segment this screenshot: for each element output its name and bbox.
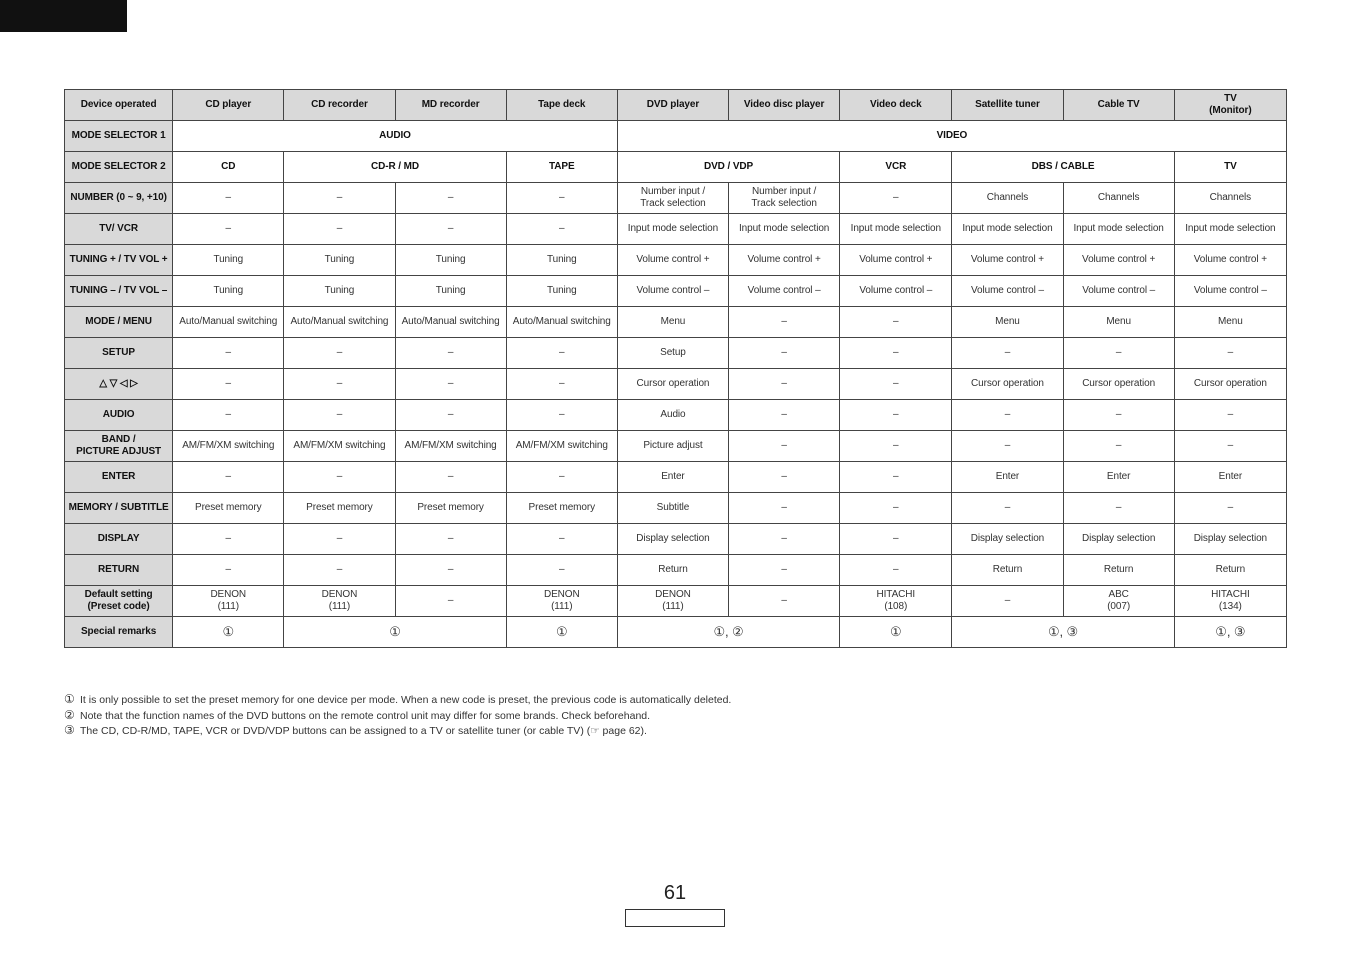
table-cell: – bbox=[840, 431, 952, 462]
mode-dvd-vdp-cell: DVD / VDP bbox=[617, 152, 839, 183]
table-cell: – bbox=[173, 555, 284, 586]
footnote bbox=[64, 692, 731, 708]
table-cell: – bbox=[395, 400, 506, 431]
mode-audio-cell: AUDIO bbox=[173, 121, 618, 152]
row-label: Default setting (Preset code) bbox=[65, 586, 173, 617]
table-row bbox=[65, 369, 1287, 400]
table-cell: Preset memory bbox=[173, 493, 284, 524]
table-cell: – bbox=[284, 338, 395, 369]
table-cell: – bbox=[1174, 431, 1286, 462]
footnote-mark: ② bbox=[64, 707, 75, 722]
table-cell: – bbox=[284, 462, 395, 493]
table-cell: – bbox=[729, 555, 840, 586]
corner-tab bbox=[0, 0, 127, 32]
table-cell: Enter bbox=[617, 462, 728, 493]
table-cell: – bbox=[395, 214, 506, 245]
remark-cell: ①, ③ bbox=[952, 617, 1174, 648]
table-cell: Volume control – bbox=[840, 276, 952, 307]
table-cell: Volume control – bbox=[617, 276, 728, 307]
row-label: MEMORY / SUBTITLE bbox=[65, 493, 173, 524]
table-row bbox=[65, 400, 1287, 431]
table-cell: Volume control + bbox=[1174, 245, 1286, 276]
table-cell: Tuning bbox=[284, 245, 395, 276]
table-cell: Channels bbox=[1174, 183, 1286, 214]
table-cell: – bbox=[729, 462, 840, 493]
table-cell: Volume control + bbox=[952, 245, 1063, 276]
table-cell: Volume control + bbox=[1063, 245, 1174, 276]
table-row bbox=[65, 431, 1287, 462]
table-cell: Setup bbox=[617, 338, 728, 369]
table-cell: Menu bbox=[1063, 307, 1174, 338]
mode-tv-cell: TV bbox=[1174, 152, 1286, 183]
table-cell: – bbox=[729, 369, 840, 400]
mode-selector-2-row bbox=[65, 152, 1287, 183]
table-cell: Display selection bbox=[1063, 524, 1174, 555]
table-cell: Volume control + bbox=[617, 245, 728, 276]
remark-cell: ① bbox=[284, 617, 506, 648]
table-cell: – bbox=[729, 307, 840, 338]
table-cell: Tuning bbox=[395, 276, 506, 307]
table-cell: ABC (007) bbox=[1063, 586, 1174, 617]
table-cell: HITACHI (134) bbox=[1174, 586, 1286, 617]
table-row bbox=[65, 338, 1287, 369]
table-cell: Cursor operation bbox=[952, 369, 1063, 400]
table-cell: – bbox=[1174, 493, 1286, 524]
footnote-mark: ① bbox=[64, 692, 75, 706]
table-cell: – bbox=[395, 555, 506, 586]
table-cell: Return bbox=[952, 555, 1063, 586]
table-cell: – bbox=[1063, 338, 1174, 369]
special-remarks-row bbox=[65, 617, 1287, 648]
table-cell: Cursor operation bbox=[617, 369, 728, 400]
table-cell: – bbox=[1174, 400, 1286, 431]
table-row bbox=[65, 183, 1287, 214]
header-cell: Tape deck bbox=[506, 90, 617, 121]
table-row bbox=[65, 462, 1287, 493]
table-cell: – bbox=[395, 183, 506, 214]
remark-cell: ① bbox=[506, 617, 617, 648]
header-cell: Video deck bbox=[840, 90, 952, 121]
header-cell: TV (Monitor) bbox=[1174, 90, 1286, 121]
table-cell: Return bbox=[1174, 555, 1286, 586]
table-cell: – bbox=[952, 586, 1063, 617]
table-cell: – bbox=[506, 555, 617, 586]
table-cell: – bbox=[173, 338, 284, 369]
table-cell: Enter bbox=[1063, 462, 1174, 493]
mode-video-cell: VIDEO bbox=[617, 121, 1286, 152]
table-cell: – bbox=[284, 214, 395, 245]
table-cell: Audio bbox=[617, 400, 728, 431]
table-cell: – bbox=[395, 524, 506, 555]
table-cell: Input mode selection bbox=[840, 214, 952, 245]
table-row bbox=[65, 245, 1287, 276]
table-cell: Channels bbox=[952, 183, 1063, 214]
table-row bbox=[65, 586, 1287, 617]
table-cell: – bbox=[506, 369, 617, 400]
footnote-text: It is only possible to set the preset memory for one device per mode. When a new code is preset, the previous code is automatically deleted. bbox=[80, 694, 732, 706]
table-cell: Enter bbox=[1174, 462, 1286, 493]
row-label: MODE SELECTOR 2 bbox=[65, 152, 173, 183]
remark-cell: ① bbox=[173, 617, 284, 648]
row-label: NUMBER (0 ~ 9, +10) bbox=[65, 183, 173, 214]
mode-dbs-cable-cell: DBS / CABLE bbox=[952, 152, 1174, 183]
table-cell: DENON (111) bbox=[506, 586, 617, 617]
table-cell: – bbox=[506, 400, 617, 431]
table-cell: AM/FM/XM switching bbox=[173, 431, 284, 462]
table-cell: – bbox=[173, 400, 284, 431]
table-cell: – bbox=[395, 586, 506, 617]
table-cell: – bbox=[506, 338, 617, 369]
footnotes bbox=[64, 692, 731, 739]
footnote-text: Note that the function names of the DVD buttons on the remote control unit may differ for some brands. Check beforehand. bbox=[80, 709, 651, 722]
table-cell: Return bbox=[617, 555, 728, 586]
table-cell: – bbox=[840, 524, 952, 555]
table-cell: – bbox=[952, 431, 1063, 462]
mode-tape-cell: TAPE bbox=[506, 152, 617, 183]
row-label: BAND / PICTURE ADJUST bbox=[65, 431, 173, 462]
table-cell: Volume control – bbox=[1174, 276, 1286, 307]
table-cell: HITACHI (108) bbox=[840, 586, 952, 617]
header-cell: CD recorder bbox=[284, 90, 395, 121]
table-cell: – bbox=[729, 524, 840, 555]
table-cell: Volume control + bbox=[729, 245, 840, 276]
table-cell: – bbox=[506, 462, 617, 493]
table-cell: – bbox=[729, 400, 840, 431]
table-cell: Display selection bbox=[617, 524, 728, 555]
header-row bbox=[65, 90, 1287, 121]
row-label: DISPLAY bbox=[65, 524, 173, 555]
table-cell: Input mode selection bbox=[952, 214, 1063, 245]
row-label: AUDIO bbox=[65, 400, 173, 431]
footnote bbox=[64, 723, 731, 739]
table-cell: Picture adjust bbox=[617, 431, 728, 462]
table-cell: – bbox=[729, 338, 840, 369]
table-cell: – bbox=[1063, 400, 1174, 431]
table-cell: – bbox=[173, 369, 284, 400]
mode-cd-cell: CD bbox=[173, 152, 284, 183]
page-number: 61 bbox=[663, 882, 687, 904]
mode-vcr-cell: VCR bbox=[840, 152, 952, 183]
header-cell: CD player bbox=[173, 90, 284, 121]
header-cell: Satellite tuner bbox=[952, 90, 1063, 121]
table-cell: Tuning bbox=[284, 276, 395, 307]
table-cell: Input mode selection bbox=[1174, 214, 1286, 245]
mode-selector-1-row bbox=[65, 121, 1287, 152]
row-label: RETURN bbox=[65, 555, 173, 586]
table-cell: Menu bbox=[952, 307, 1063, 338]
table-cell: – bbox=[284, 524, 395, 555]
table-cell: Subtitle bbox=[617, 493, 728, 524]
table-cell: Menu bbox=[617, 307, 728, 338]
table-cell: Tuning bbox=[173, 245, 284, 276]
row-label: Special remarks bbox=[65, 617, 173, 648]
table-cell: DENON (111) bbox=[284, 586, 395, 617]
row-label: TUNING – / TV VOL – bbox=[65, 276, 173, 307]
remote-code-table bbox=[64, 89, 1287, 648]
table-cell: AM/FM/XM switching bbox=[506, 431, 617, 462]
row-label: SETUP bbox=[65, 338, 173, 369]
table-cell: – bbox=[173, 524, 284, 555]
table-row bbox=[65, 555, 1287, 586]
table-row bbox=[65, 524, 1287, 555]
table-cell: – bbox=[840, 462, 952, 493]
table-cell: Auto/Manual switching bbox=[395, 307, 506, 338]
table-cell: Input mode selection bbox=[617, 214, 728, 245]
table-cell: – bbox=[840, 307, 952, 338]
table-cell: Preset memory bbox=[506, 493, 617, 524]
table-cell: – bbox=[840, 493, 952, 524]
table-cell: AM/FM/XM switching bbox=[395, 431, 506, 462]
table-cell: – bbox=[284, 369, 395, 400]
table-cell: DENON (111) bbox=[617, 586, 728, 617]
header-cell: DVD player bbox=[617, 90, 728, 121]
table-cell: Preset memory bbox=[395, 493, 506, 524]
table-cell: Cursor operation bbox=[1174, 369, 1286, 400]
table-cell: – bbox=[840, 555, 952, 586]
remark-cell: ① bbox=[840, 617, 952, 648]
table-cell: – bbox=[952, 338, 1063, 369]
mode-cdr-md-cell: CD-R / MD bbox=[284, 152, 506, 183]
table-cell: – bbox=[395, 369, 506, 400]
table-cell: Input mode selection bbox=[729, 214, 840, 245]
row-label: MODE SELECTOR 1 bbox=[65, 121, 173, 152]
table-cell: – bbox=[840, 400, 952, 431]
row-label: TV/ VCR bbox=[65, 214, 173, 245]
page-box bbox=[625, 909, 725, 927]
function-rows bbox=[65, 183, 1287, 617]
table-cell: Cursor operation bbox=[1063, 369, 1174, 400]
table-cell: – bbox=[173, 183, 284, 214]
table-cell: Menu bbox=[1174, 307, 1286, 338]
table-row bbox=[65, 307, 1287, 338]
table-cell: Volume control + bbox=[840, 245, 952, 276]
table-cell: – bbox=[1063, 493, 1174, 524]
table-cell: – bbox=[284, 555, 395, 586]
table-row bbox=[65, 493, 1287, 524]
table-cell: Channels bbox=[1063, 183, 1174, 214]
table-cell: – bbox=[506, 183, 617, 214]
table-cell: AM/FM/XM switching bbox=[284, 431, 395, 462]
table-row bbox=[65, 214, 1287, 245]
table-cell: Tuning bbox=[395, 245, 506, 276]
table-cell: – bbox=[284, 400, 395, 431]
table-cell: – bbox=[173, 462, 284, 493]
row-label: MODE / MENU bbox=[65, 307, 173, 338]
table-cell: – bbox=[840, 338, 952, 369]
header-cell: Video disc player bbox=[729, 90, 840, 121]
row-label: ENTER bbox=[65, 462, 173, 493]
table-cell: Tuning bbox=[506, 245, 617, 276]
table-cell: Number input / Track selection bbox=[729, 183, 840, 214]
header-cell: Device operated bbox=[65, 90, 173, 121]
table-cell: – bbox=[284, 183, 395, 214]
table-cell: – bbox=[729, 431, 840, 462]
table-cell: – bbox=[729, 586, 840, 617]
table-cell: – bbox=[1174, 338, 1286, 369]
table-cell: Auto/Manual switching bbox=[506, 307, 617, 338]
table-cell: – bbox=[1063, 431, 1174, 462]
table-cell: – bbox=[395, 338, 506, 369]
footnote-mark: ③ bbox=[64, 723, 75, 737]
table-cell: – bbox=[952, 400, 1063, 431]
row-label: TUNING + / TV VOL + bbox=[65, 245, 173, 276]
footnote-text: The CD, CD-R/MD, TAPE, VCR or DVD/VDP buttons can be assigned to a TV or satellite tuner (or cable TV) (☞ page 62). bbox=[80, 725, 647, 737]
row-label: △ ▽ ◁ ▷ bbox=[65, 369, 173, 400]
table-cell: – bbox=[395, 462, 506, 493]
header-cell: MD recorder bbox=[395, 90, 506, 121]
table-cell: Tuning bbox=[506, 276, 617, 307]
table-cell: – bbox=[506, 524, 617, 555]
table-cell: Enter bbox=[952, 462, 1063, 493]
table-cell: – bbox=[506, 214, 617, 245]
table-cell: Volume control – bbox=[952, 276, 1063, 307]
table-cell: – bbox=[840, 183, 952, 214]
remark-cell: ①, ② bbox=[617, 617, 839, 648]
table-cell: Volume control – bbox=[1063, 276, 1174, 307]
remark-cell: ①, ③ bbox=[1174, 617, 1286, 648]
table-cell: Input mode selection bbox=[1063, 214, 1174, 245]
table-cell: Auto/Manual switching bbox=[173, 307, 284, 338]
table-cell: Volume control – bbox=[729, 276, 840, 307]
footnote bbox=[64, 708, 731, 724]
table-cell: Tuning bbox=[173, 276, 284, 307]
table-cell: Auto/Manual switching bbox=[284, 307, 395, 338]
table-cell: – bbox=[173, 214, 284, 245]
table-cell: Display selection bbox=[952, 524, 1063, 555]
table-cell: Preset memory bbox=[284, 493, 395, 524]
table-cell: – bbox=[840, 369, 952, 400]
table-cell: Display selection bbox=[1174, 524, 1286, 555]
table-cell: DENON (111) bbox=[173, 586, 284, 617]
table-cell: – bbox=[729, 493, 840, 524]
header-cell: Cable TV bbox=[1063, 90, 1174, 121]
table-cell: Number input / Track selection bbox=[617, 183, 728, 214]
table-cell: Return bbox=[1063, 555, 1174, 586]
table-cell: – bbox=[952, 493, 1063, 524]
table-row bbox=[65, 276, 1287, 307]
